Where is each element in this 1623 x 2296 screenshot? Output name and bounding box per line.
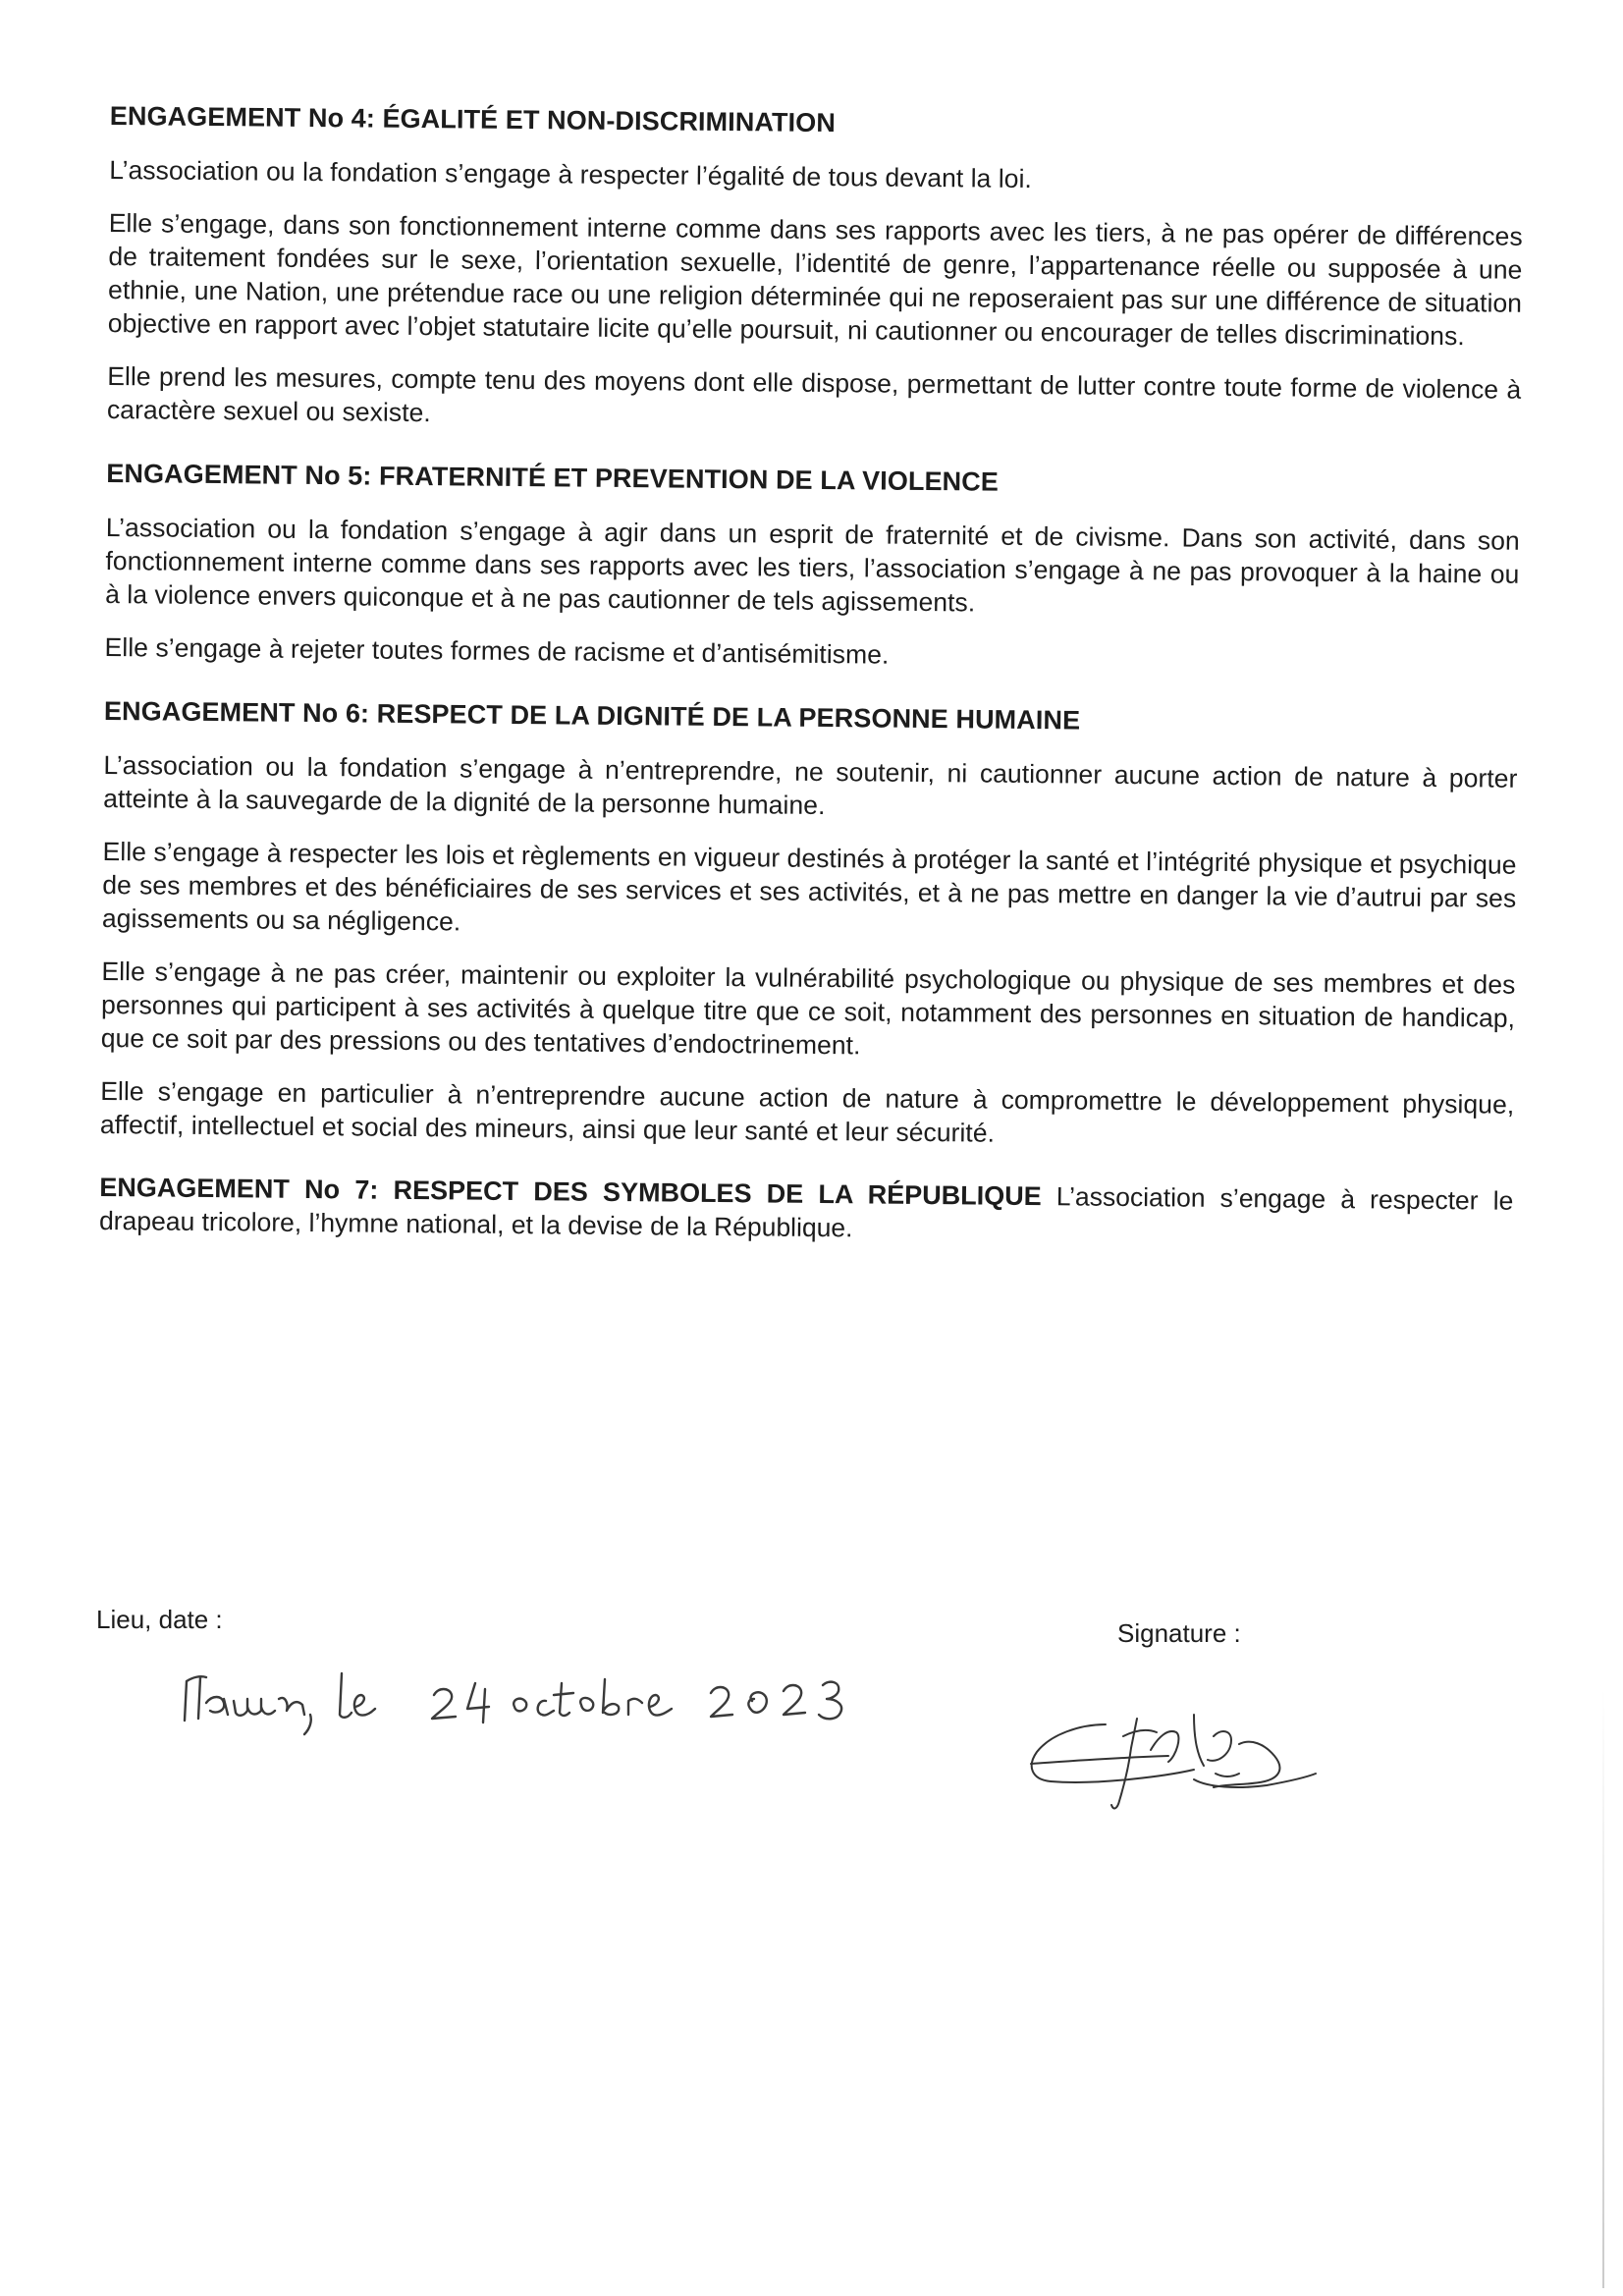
paragraph: L’association ou la fondation s’engage à respecter l’égalité de tous devant la loi. xyxy=(109,154,1033,194)
section-heading: ENGAGEMENT No 5: FRATERNITÉ ET PREVENTION DE LA VIOLENCE xyxy=(106,458,1000,497)
handwritten-place-date xyxy=(177,1660,864,1748)
section-heading: ENGAGEMENT No 4: ÉGALITÉ ET NON-DISCRIMINATION xyxy=(109,100,837,138)
paragraph: L’association ou la fondation s’engage à agir dans un esprit de fraternité et de civisme. Dans son activité, dans son fonctionnement interne comme dans ses rapports avec les tiers, l’association s’engage à ne pas provoquer à la haine ou à la violence envers quiconque et à ne pas cautionner de tels agissements. xyxy=(105,512,1520,618)
document-body xyxy=(99,98,1524,1251)
section-engagement-4 xyxy=(107,98,1524,440)
section-engagement-6 xyxy=(100,693,1518,1155)
signature-label: Signature : xyxy=(1117,1618,1241,1648)
paragraph: Elle prend les mesures, compte tenu des moyens dont elle dispose, permettant de lutter contre toute forme de violence à caractère sexuel ou sexiste. xyxy=(106,360,1522,428)
paragraph: Elle s’engage à respecter les lois et règlements en vigueur destinés à protéger la santé et l’intégrité physique et psychique de ses membres et des bénéficiaires de ses services et ses activités, et à ne pas mettre en danger la vie d’autrui par ses agissements ou sa négligence. xyxy=(101,836,1517,937)
paragraph: Elle s’engage, dans son fonctionnement interne comme dans ses rapports avec les tiers, à ne pas opérer de différences de traitement fondées sur le sexe, l’orientation sexuelle, l’identité de genre, l’appartenance réelle ou supposée à une ethnie, une Nation, une prétendue race ou une religion déterminée qui ne reposeraient pas sur une différence de situation objective en rapport avec l’objet statutaire licite qu’elle poursuit, ni cautionner ou encourager de telles discriminations. xyxy=(107,207,1523,352)
section-heading: ENGAGEMENT No 6: RESPECT DE LA DIGNITÉ DE LA PERSONNE HUMAINE xyxy=(103,695,1081,736)
place-date-label: Lieu, date : xyxy=(96,1605,223,1634)
paragraph: Elle s’engage à ne pas créer, maintenir ou exploiter la vulnérabilité psychologique ou physique de ses membres et des personnes qui participent à ses activités à quelque titre que ce soit, notamment des personnes en situation de handicap, que ce soit par des pressions ou des tentatives d’endoctrinement. xyxy=(100,956,1516,1061)
paragraph: Elle s’engage en particulier à n’entreprendre aucune action de nature à compromettre le développement physique, affectif, intellectuel et social des mineurs, ainsi que leur santé et leur sécurité. xyxy=(99,1075,1515,1148)
paragraph: L’association s’engage à respecter le drapeau tricolore, l’hymne national, et la devise de la République. xyxy=(98,1181,1514,1243)
paragraph: L’association ou la fondation s’engage à n’entreprendre, ne soutenir, ni cautionner aucune action de nature à porter atteinte à la sauvegarde de la dignité de la personne humaine. xyxy=(103,749,1518,821)
handwritten-signature xyxy=(1021,1679,1345,1817)
section-heading: ENGAGEMENT No 7: RESPECT DES SYMBOLES DE LA RÉPUBLIQUE xyxy=(99,1172,1042,1212)
scan-edge-shadow xyxy=(1602,1689,1604,2288)
section-engagement-5 xyxy=(104,456,1520,678)
paragraph: Elle s’engage à rejeter toutes formes de racisme et d’antisémitisme. xyxy=(104,631,890,670)
section-engagement-7 xyxy=(99,1171,1514,1251)
